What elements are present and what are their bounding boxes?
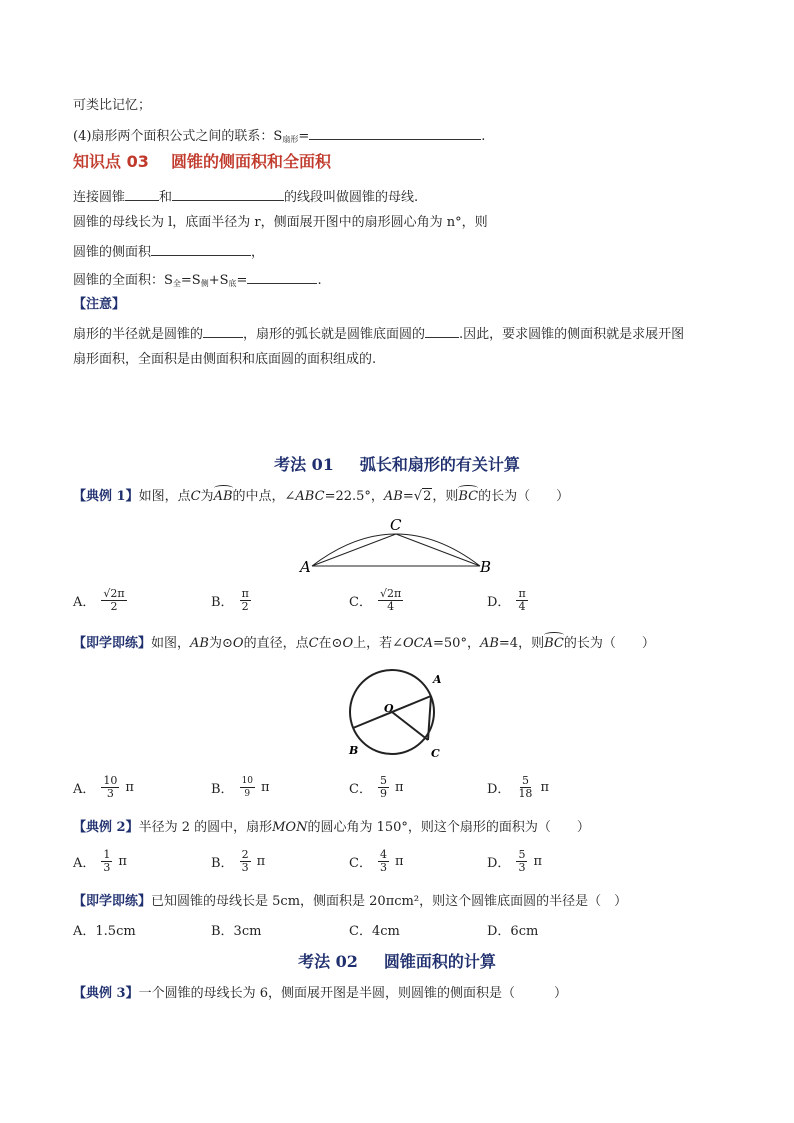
text: =	[298, 129, 310, 144]
fraction	[516, 588, 527, 613]
text: 圆锥的母线长为 l，底面半径为 r，侧面展开图中的扇形圆心角为 n°，则	[73, 215, 488, 230]
text: .因此，要求圆锥的侧面积就是求展开图	[459, 327, 685, 342]
fill-blank[interactable]	[203, 324, 243, 338]
numerator: 10	[103, 774, 118, 787]
text: 在⊙	[318, 636, 343, 651]
text: 可类比记忆；	[73, 98, 152, 113]
option-label: A．	[73, 856, 96, 871]
method-heading	[0, 949, 794, 972]
pi-symbol: π	[394, 780, 404, 795]
point-label-a: A	[433, 673, 442, 686]
arc-symbol: BC	[458, 489, 479, 504]
question-tag: 【典例 2】	[73, 820, 139, 835]
math-var: OCA	[403, 636, 434, 651]
numerator: 5	[521, 774, 529, 787]
text: 为⊙	[208, 636, 233, 651]
text: =50°，	[433, 636, 480, 651]
fraction	[378, 588, 403, 613]
text-line	[73, 351, 376, 369]
fraction	[101, 588, 126, 613]
heading-number: 考法 01	[274, 455, 334, 474]
text: 如图，点	[138, 489, 191, 504]
heading-number: 知识点 03	[73, 152, 149, 171]
text: .	[317, 273, 322, 288]
option-d[interactable]	[487, 775, 549, 800]
option-label: D．	[487, 595, 511, 610]
denominator: 2	[110, 600, 118, 613]
math-var: AB	[190, 636, 209, 651]
math-var: C	[190, 489, 201, 504]
text: ，则	[432, 489, 459, 504]
fraction	[516, 849, 527, 874]
math-var: C	[308, 636, 319, 651]
denominator: 18	[518, 787, 533, 800]
text: 的长为（ ）	[563, 636, 655, 651]
denominator: 3	[103, 861, 111, 874]
option-text: C．4cm	[349, 924, 400, 939]
math-var: MON	[272, 820, 308, 835]
text: +S	[208, 273, 229, 288]
numerator: π	[518, 587, 526, 600]
fraction	[240, 849, 251, 874]
fraction	[378, 775, 389, 800]
fill-blank[interactable]	[125, 187, 159, 201]
text-line	[73, 324, 684, 344]
math-var: ABC	[295, 489, 325, 504]
heading-text: 圆锥面积的计算	[383, 952, 496, 971]
fraction	[516, 775, 534, 800]
option-label: D．	[487, 782, 511, 797]
option-label: A．	[73, 595, 96, 610]
heading-number: 考法 02	[298, 952, 358, 971]
denominator: 9	[379, 787, 387, 800]
subscript: 底	[228, 279, 237, 288]
fill-blank[interactable]	[309, 126, 481, 140]
fill-blank[interactable]	[172, 187, 284, 201]
denominator: 2	[241, 600, 249, 613]
text: 的圆心角为 150°，则这个扇形的面积为（ ）	[307, 820, 590, 835]
subscript: 扇形	[282, 135, 299, 144]
text: 圆锥的全面积：S	[73, 273, 173, 288]
option-c[interactable]	[349, 775, 404, 800]
point-label-a: A	[300, 558, 311, 576]
pi-symbol: π	[125, 780, 134, 795]
text: (4)扇形两个面积公式之间的联系：S	[73, 129, 283, 144]
point-label-c: C	[390, 516, 402, 534]
option-a[interactable]	[73, 775, 134, 800]
math-var: O	[232, 636, 244, 651]
text: 和	[159, 190, 173, 205]
arc-symbol: BC	[544, 636, 564, 651]
question-tag: 【典例 1】	[73, 489, 139, 504]
option-b[interactable]	[211, 920, 261, 939]
pi-symbol: π	[256, 854, 266, 869]
numerator: 5	[379, 774, 387, 787]
arc-figure	[296, 512, 496, 578]
denominator: 3	[379, 861, 387, 874]
text: 的中点，∠	[232, 489, 296, 504]
text-line	[73, 187, 418, 207]
text-line	[73, 214, 488, 232]
option-c[interactable]	[349, 849, 404, 874]
radius-oc	[392, 712, 428, 740]
option-label: A．	[73, 782, 96, 797]
arc-symbol: AB	[213, 489, 233, 504]
point-label-o: O	[384, 702, 394, 715]
numerator: √2π	[103, 587, 125, 600]
denominator: 3	[106, 787, 114, 800]
text: 半径为 2 的圆中，扇形	[138, 820, 273, 835]
pi-symbol: π	[394, 854, 404, 869]
question-stem	[73, 819, 590, 837]
option-b[interactable]	[211, 849, 265, 874]
subscript: 全	[172, 279, 181, 288]
option-text: A．1.5cm	[73, 924, 136, 939]
pi-symbol: π	[261, 780, 270, 795]
fraction	[378, 849, 389, 874]
arc-ab	[312, 534, 480, 566]
text: 如图，	[151, 636, 191, 651]
text: 上，若∠	[353, 636, 404, 651]
option-text: D．6cm	[487, 924, 539, 939]
text: 扇形面积，全面积是由侧面积和底面圆的面积组成的.	[73, 352, 377, 367]
option-text: B．3cm	[211, 924, 262, 939]
question-stem	[73, 985, 567, 1003]
option-d[interactable]	[487, 920, 538, 939]
text: =22.5°，	[324, 489, 384, 504]
denominator: 3	[241, 861, 249, 874]
question-tag: 【即学即练】	[73, 894, 152, 909]
text: 的长为（ ）	[478, 489, 570, 504]
math-var: AB	[383, 489, 403, 504]
text: 的直径，点	[243, 636, 309, 651]
question-tag: 【即学即练】	[73, 636, 152, 651]
numerator: 1	[103, 848, 111, 861]
chord-ac	[312, 534, 396, 566]
option-a[interactable]	[73, 588, 127, 613]
text: ，扇形的弧长就是圆锥底面圆的	[243, 327, 426, 342]
text-line	[73, 97, 151, 115]
text: ，	[251, 245, 265, 260]
text: 连接圆锥	[73, 190, 126, 205]
sqrt-symbol: √	[413, 489, 423, 504]
sqrt-radicand: 2	[423, 489, 432, 504]
pi-symbol: π	[533, 854, 542, 869]
question-tag: 【典例 3】	[73, 986, 139, 1001]
text: 为	[200, 489, 214, 504]
question-stem	[73, 635, 655, 653]
fraction	[101, 775, 119, 800]
chord-bc	[396, 534, 480, 566]
point-label-c: C	[431, 747, 440, 760]
text: 的线段叫做圆锥的母线.	[284, 190, 419, 205]
heading-text: 圆锥的侧面积和全面积	[170, 152, 331, 171]
text: 圆锥的侧面积	[73, 245, 152, 260]
option-d[interactable]	[487, 588, 528, 613]
section-heading	[73, 153, 331, 173]
text: =4，则	[498, 636, 545, 651]
heading-text: 弧长和扇形的有关计算	[359, 455, 520, 474]
text: .	[481, 129, 486, 144]
pi-symbol: π	[540, 780, 549, 795]
text: =	[402, 489, 414, 504]
math-var: O	[342, 636, 354, 651]
text-line	[73, 242, 264, 262]
fraction	[101, 849, 112, 874]
denominator: 4	[518, 600, 526, 613]
numerator: 5	[518, 848, 526, 861]
option-d[interactable]	[487, 849, 542, 874]
numerator: 2	[241, 848, 249, 861]
math-var: AB	[479, 636, 499, 651]
circle-figure	[340, 662, 456, 766]
option-label: B．	[211, 856, 234, 871]
chord-ac	[428, 696, 431, 740]
numerator: 10	[241, 776, 254, 786]
denominator: 4	[387, 600, 395, 613]
method-heading	[0, 452, 794, 475]
option-a[interactable]	[73, 849, 127, 874]
option-a[interactable]	[73, 920, 136, 939]
text: =	[236, 273, 248, 288]
option-b[interactable]	[211, 775, 270, 800]
fill-blank[interactable]	[151, 242, 251, 256]
fraction	[240, 588, 251, 613]
question-stem	[73, 488, 569, 506]
point-label-b: B	[349, 744, 359, 757]
fraction	[240, 775, 255, 800]
fill-blank[interactable]	[425, 324, 459, 338]
note-tag: 【注意】	[73, 297, 126, 312]
numerator: 4	[379, 848, 387, 861]
text: 一个圆锥的母线长为 6，侧面展开图是半圆，则圆锥的侧面积是（ ）	[138, 986, 567, 1001]
denominator: 3	[518, 861, 526, 874]
note-label	[73, 296, 125, 314]
pi-symbol: π	[118, 854, 127, 869]
point-label-b: B	[480, 558, 492, 576]
option-label: B．	[211, 595, 234, 610]
text-line	[73, 126, 485, 149]
option-label: C．	[349, 595, 372, 610]
text: 已知圆锥的母线长是 5cm，侧面积是 20πcm²，则这个圆锥底面圆的半径是（ ）	[151, 894, 628, 909]
question-stem	[73, 893, 627, 911]
option-c[interactable]	[349, 588, 403, 613]
numerator: π	[241, 587, 249, 600]
text-line	[73, 270, 322, 293]
fill-blank[interactable]	[247, 270, 317, 284]
subscript: 侧	[200, 279, 209, 288]
option-label: D．	[487, 856, 511, 871]
numerator: √2π	[379, 587, 402, 600]
text: 扇形的半径就是圆锥的	[73, 327, 204, 342]
option-c[interactable]	[349, 920, 400, 939]
option-label: C．	[349, 782, 372, 797]
text: =S	[180, 273, 201, 288]
option-label: B．	[211, 782, 234, 797]
denominator: 9	[244, 789, 251, 799]
option-label: C．	[349, 856, 372, 871]
option-b[interactable]	[211, 588, 251, 613]
